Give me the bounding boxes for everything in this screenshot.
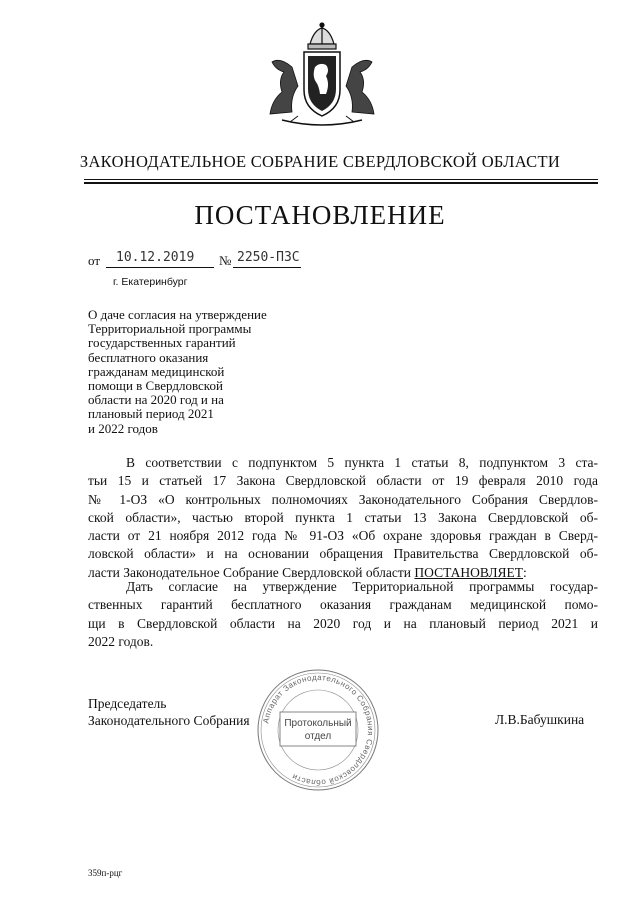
stamp-inner-line: Протокольный — [284, 718, 352, 729]
subject-line: области на 2020 год и на — [88, 392, 224, 408]
document-date: 10.12.2019 — [116, 250, 195, 265]
signatory-title-line: Председатель — [88, 696, 167, 711]
subject-line: гражданам медицинской — [88, 363, 225, 379]
office-stamp — [256, 668, 380, 792]
subject-line: плановый период 2021 — [88, 406, 214, 422]
preamble-paragraph — [88, 454, 598, 582]
preamble-line: В соответствии с подпунктом 5 пункта 1 статьи 8, подпунктом 3 ста- — [126, 455, 598, 470]
subject-line: бесплатного оказания — [88, 349, 209, 365]
decree-colon: : — [523, 564, 527, 580]
number-underline — [233, 267, 301, 268]
city-of-issue: г. Екатеринбург — [113, 276, 188, 288]
number-label: № — [219, 253, 232, 268]
date-underline — [106, 267, 214, 268]
preamble-line: тьи 15 и статьей 17 Закона Свердловской области от 19 февраля 2010 года — [88, 473, 598, 489]
preamble-last-text: ласти Законодательное Собрание Свердловской области — [88, 564, 415, 580]
header-divider-bold — [84, 182, 598, 184]
organization-name: ЗАКОНОДАТЕЛЬНОЕ СОБРАНИЕ СВЕРДЛОВСКОЙ ОБЛАСТИ — [79, 152, 561, 171]
signatory-name: Л.В.Бабушкина — [495, 712, 585, 727]
document-subject — [88, 308, 313, 436]
signatory-title-line: Законодательного Собрания — [88, 713, 250, 728]
resolution-line: щи в Свердловской области на 2020 год и на плановый период 2021 и — [88, 615, 598, 631]
footer-code: 359п-рцг — [88, 868, 123, 878]
preamble-line: ласти от 21 ноября 2012 года № 91-ОЗ «Об охране здоровья граждан в Сверд- — [88, 528, 598, 544]
stamp-inner-line: отдел — [304, 731, 332, 742]
preamble-line: ской области», частью второй пункта 1 статьи 13 Закона Свердловской об- — [88, 509, 598, 525]
resolution-paragraph — [88, 578, 598, 651]
document-number: 2250-ПЗС — [237, 250, 300, 265]
header-divider — [84, 179, 598, 180]
subject-line: О даче согласия на утверждение — [88, 307, 267, 322]
stamp-outer-text: Аппарат Законодательного Собрания Свердловской области — [261, 672, 376, 788]
signatory-title — [88, 695, 250, 729]
resolution-line: Дать согласие на утверждение Территориальной программы государ- — [126, 579, 598, 594]
subject-line: государственных гарантий — [88, 335, 236, 351]
from-label: от — [88, 253, 101, 268]
preamble-line: № 1-ОЗ «О контрольных полномочиях Законодательного Собрания Свердлов- — [88, 491, 598, 507]
document-type-title: ПОСТАНОВЛЕНИЕ — [194, 200, 446, 230]
coat-of-arms-emblem — [262, 22, 382, 132]
subject-line: Территориальной программы — [88, 321, 252, 337]
resolution-line: ственных гарантий бесплатного оказания гражданам медицинской помо- — [88, 597, 598, 613]
preamble-line: ловской области» и на основании обращения Правительства Свердловской об- — [88, 546, 598, 562]
subject-line: и 2022 годов — [88, 420, 158, 436]
resolution-line: 2022 годов. — [88, 633, 154, 649]
subject-line: помощи в Свердловской — [88, 378, 223, 394]
decree-word: ПОСТАНОВЛЯЕТ — [414, 564, 524, 580]
